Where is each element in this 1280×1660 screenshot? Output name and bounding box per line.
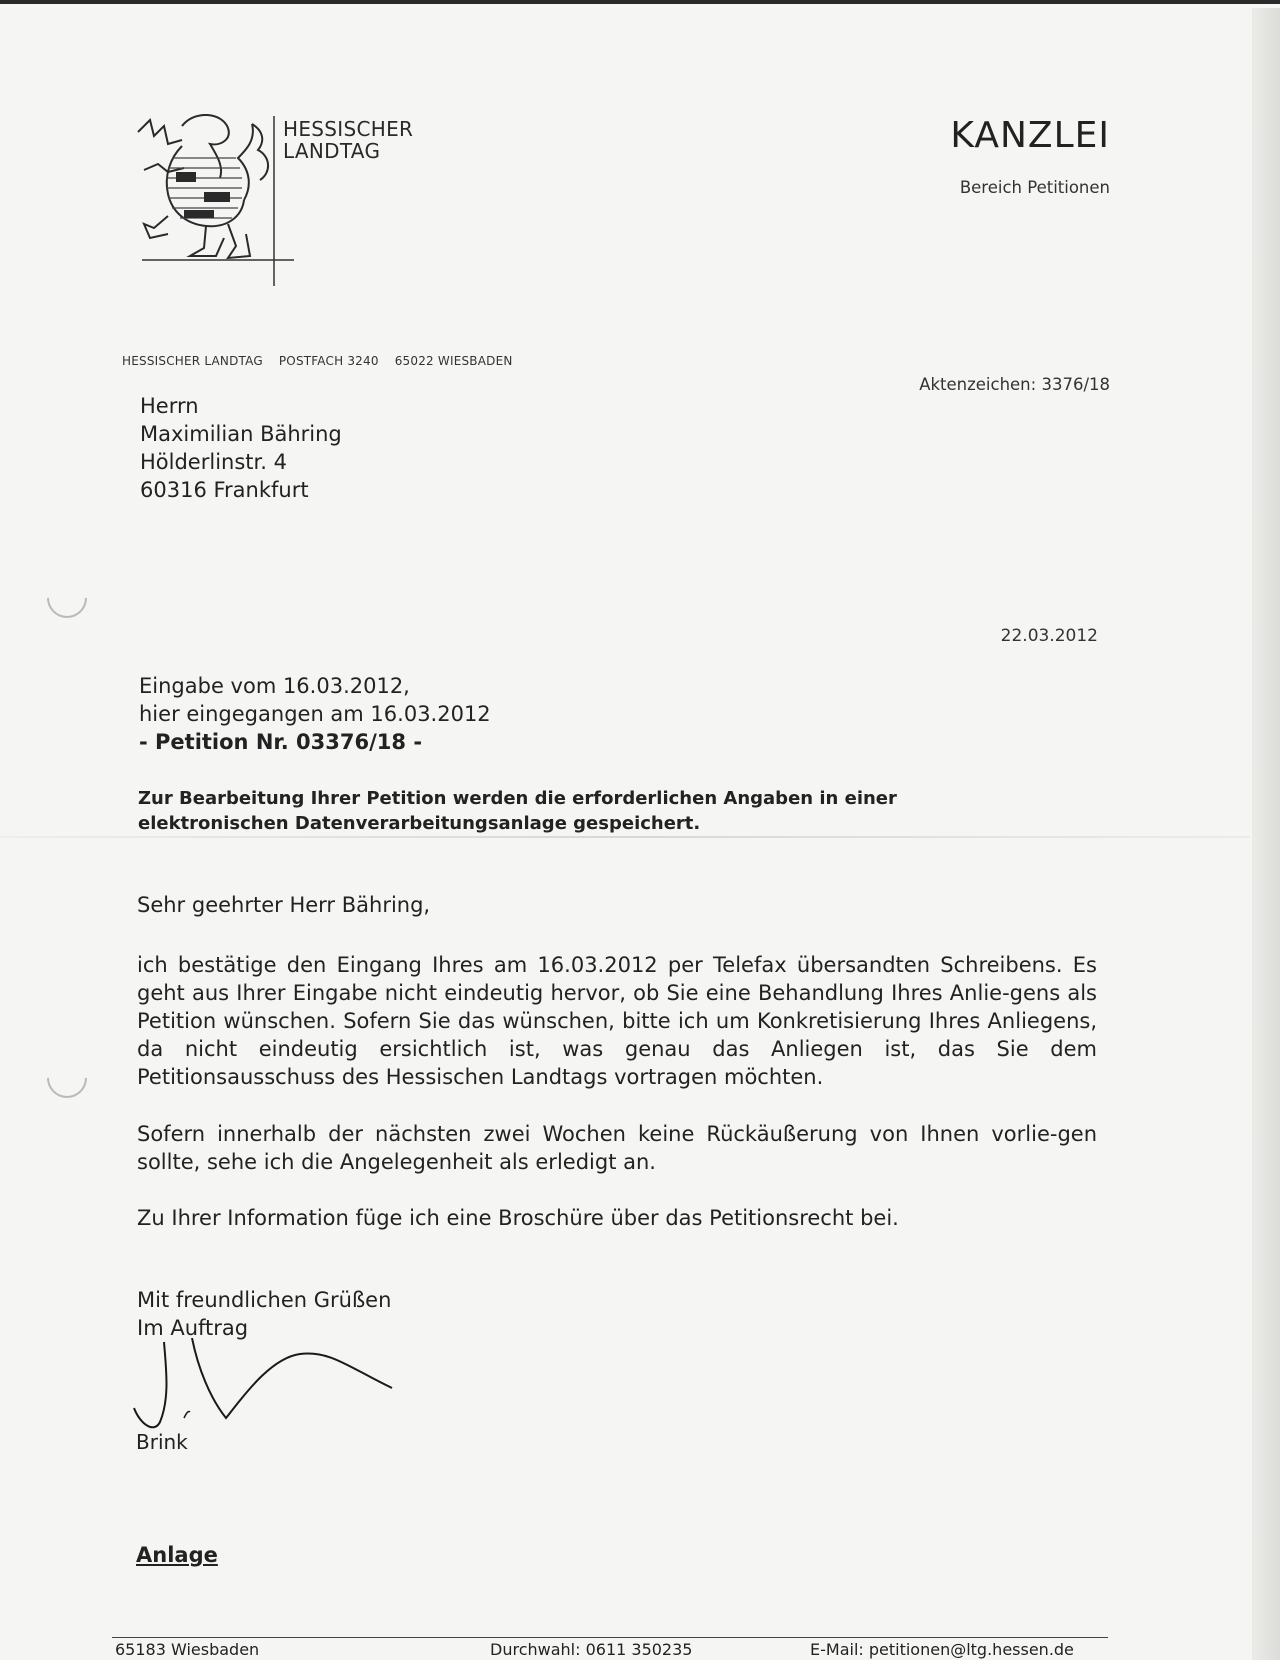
greeting: Sehr geehrter Herr Bähring, — [137, 893, 431, 917]
notice-line-2: elektronischen Datenverarbeitungsanlage gespeichert. — [138, 813, 701, 834]
body-paragraph-1: ich bestätige den Eingang Ihres am 16.03.2012 per Telefax übersandten Schreibens. Es geht aus Ihrer Eingabe nicht eindeutig hervor, ob Sie eine Behandlung Ihres Anlie-gens als Petition wünschen. Sofern Sie das wünschen, bitte ich um Konkretisierung Ihres Anliegens, da nicht eindeutig ersichtlich ist, was genau das Anliegen ist, das Sie dem Petitionsausschuss des Hessischen Landtags vortragen möchten. — [137, 953, 1097, 1089]
handwritten-signature — [130, 1338, 400, 1438]
footer-email: E-Mail: petitionen@ltg.hessen.de — [810, 1640, 1074, 1659]
recipient-name: Maximilian Bähring — [140, 422, 342, 446]
reference-block — [139, 672, 491, 756]
closing-on-behalf: Im Auftrag — [137, 1316, 249, 1340]
department-title: KANZLEI — [950, 115, 1110, 156]
hessen-lion-logo — [124, 106, 294, 291]
reference-line-2: hier eingegangen am 16.03.2012 — [139, 702, 491, 726]
recipient-street: Hölderlinstr. 4 — [140, 450, 287, 474]
body-paragraph-2: Sofern innerhalb der nächsten zwei Wochen keine Rückäußerung von Ihnen vorlie-gen sollte, sehe ich die Angelegenheit als erledigt an. — [137, 1122, 1097, 1174]
enclosure-label: Anlage — [136, 1543, 218, 1567]
recipient-city: 60316 Frankfurt — [140, 478, 309, 502]
file-reference: Aktenzeichen: 3376/18 — [919, 375, 1110, 394]
footer-address: 65183 Wiesbaden — [115, 1640, 260, 1659]
notice-line-1: Zur Bearbeitung Ihrer Petition werden die erforderlichen Angaben in einer — [138, 788, 897, 809]
reference-line-1: Eingabe vom 16.03.2012, — [139, 674, 410, 698]
scan-top-edge — [0, 0, 1280, 4]
body-paragraph-3: Zu Ihrer Information füge ich eine Broschüre über das Petitionsrecht bei. — [137, 1206, 899, 1230]
signatory-name: Brink — [136, 1430, 188, 1454]
sender-return-address: HESSISCHER LANDTAG POSTFACH 3240 65022 WIESBADEN — [122, 354, 513, 368]
paper-fold-line — [0, 836, 1250, 838]
division-title: Bereich Petitionen — [959, 178, 1110, 197]
footer-phone: Durchwahl: 0611 350235 — [490, 1640, 693, 1659]
institution-line-2: LANDTAG — [283, 139, 381, 163]
data-storage-notice — [138, 786, 898, 836]
recipient-salutation: Herrn — [140, 394, 199, 418]
petition-number: - Petition Nr. 03376/18 - — [139, 730, 423, 754]
institution-name — [283, 118, 413, 162]
letter-date: 22.03.2012 — [1000, 626, 1098, 646]
scan-right-edge — [1252, 8, 1280, 1660]
punch-hole — [39, 1050, 96, 1107]
closing-phrase: Mit freundlichen Grüßen — [137, 1288, 392, 1312]
institution-line-1: HESSISCHER — [283, 117, 414, 141]
footer-divider — [112, 1637, 1108, 1638]
closing-block — [137, 1286, 391, 1342]
recipient-address — [140, 392, 342, 504]
punch-hole — [39, 570, 96, 627]
